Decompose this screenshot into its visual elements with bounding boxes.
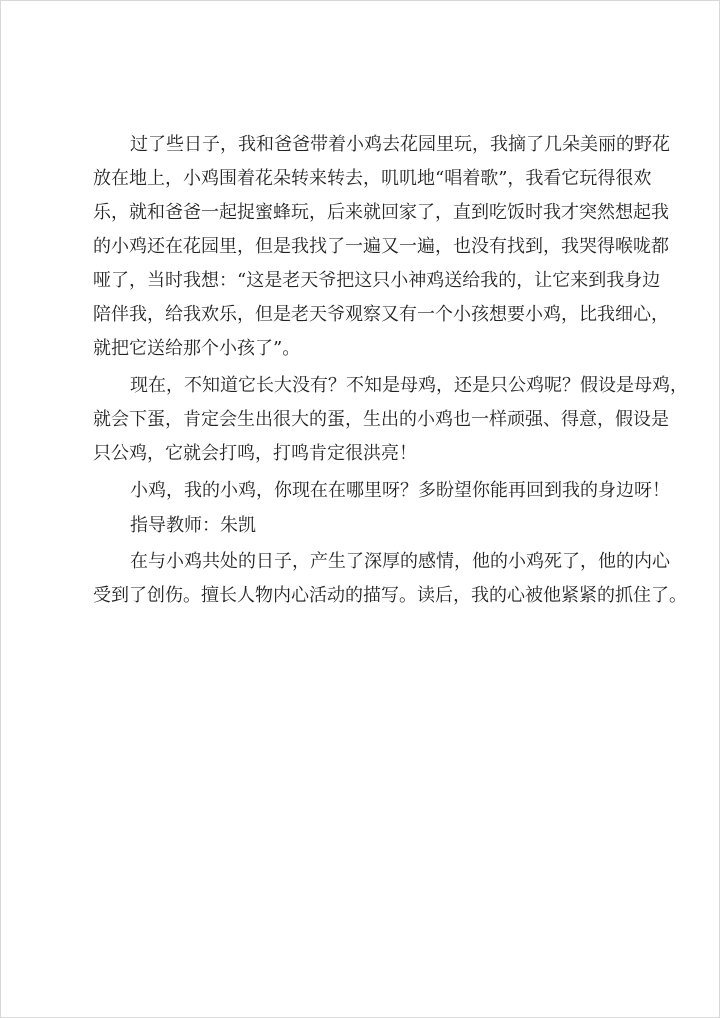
paragraph-1-line-6: 陪伴我，给我欢乐，但是老天爷观察又有一个小孩想要小鸡，比我细心， — [93, 304, 669, 325]
paragraph-1-line-7: 就把它送给那个小孩了”。 — [93, 338, 301, 359]
paragraph-3-line-1: 小鸡，我的小鸡，你现在在哪里呀？多盼望你能再回到我的身边呀！ — [130, 480, 670, 501]
paragraph-1-line-5: 哑了，当时我想：“这是老天爷把这只小神鸡送给我的，让它来到我身边 — [93, 270, 661, 291]
paragraph-1-line-3: 乐，就和爸爸一起捉蜜蜂玩，后来就回家了，直到吃饭时我才突然想起我 — [93, 202, 669, 223]
instructor-line: 指导教师：朱凯 — [130, 515, 256, 536]
paragraph-2-line-1: 现在，不知道它长大没有？不知是母鸡，还是只公鸡呢？假设是母鸡， — [130, 375, 688, 396]
paragraph-2-line-2: 就会下蛋，肯定会生出很大的蛋，生出的小鸡也一样顽强、得意，假设是 — [93, 409, 669, 430]
paragraph-2-line-3: 只公鸡，它就会打鸣，打鸣肯定很洪亮！ — [93, 443, 417, 464]
paragraph-1-line-1: 过了些日子，我和爸爸带着小鸡去花园里玩，我摘了几朵美丽的野花 — [130, 134, 670, 155]
paragraph-5-line-2: 受到了创伤。擅长人物内心活动的描写。读后，我的心被他紧紧的抓住了。 — [93, 585, 687, 606]
paragraph-1-line-4: 的小鸡还在花园里，但是我找了一遍又一遍，也没有找到，我哭得喉咙都 — [93, 236, 669, 257]
paragraph-5-line-1: 在与小鸡共处的日子，产生了深厚的感情，他的小鸡死了，他的内心 — [130, 551, 670, 572]
paragraph-1-line-2: 放在地上，小鸡围着花朵转来转去，叽叽地“唱着歌”，我看它玩得很欢 — [93, 168, 652, 189]
